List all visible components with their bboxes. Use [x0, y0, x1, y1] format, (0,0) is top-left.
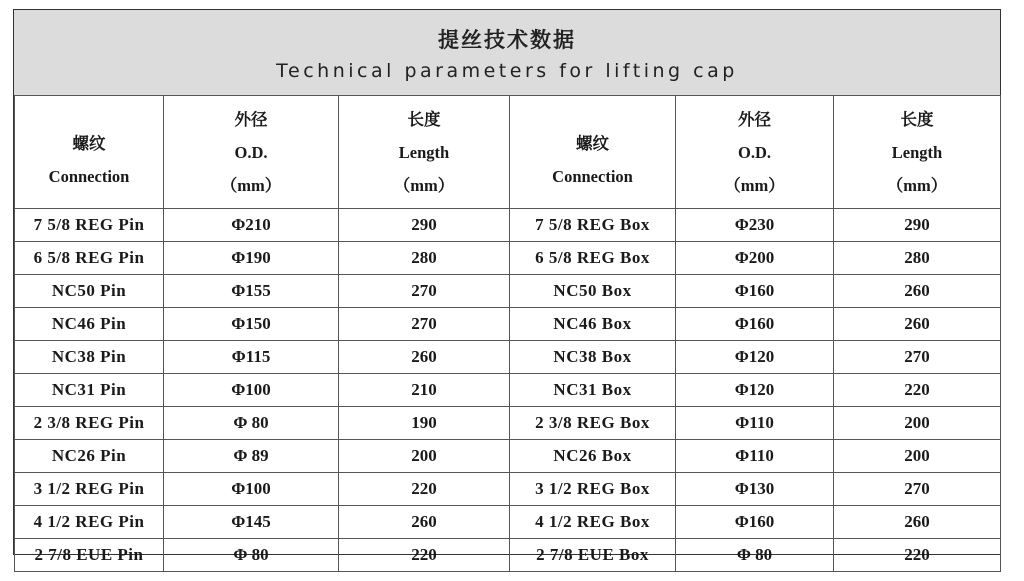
box-length-cell: 260: [834, 506, 1001, 539]
col-header-length-box: [834, 96, 1001, 209]
box-length-cell: 220: [834, 374, 1001, 407]
pin-od-cell: Φ210: [164, 209, 339, 242]
box-od-cell: Φ160: [676, 506, 834, 539]
col-header-connection-box: [510, 96, 676, 209]
pin-connection-cell: NC31 Pin: [15, 374, 164, 407]
pin-od-cell: Φ100: [164, 374, 339, 407]
col-header-length-pin: [339, 96, 510, 209]
box-connection-cell: NC26 Box: [510, 440, 676, 473]
col-connection-en: Connection: [552, 167, 633, 186]
col-header-connection-pin: [15, 96, 164, 209]
pin-od-cell: Φ115: [164, 341, 339, 374]
pin-od-cell: Φ145: [164, 506, 339, 539]
col-length-en: Length: [398, 142, 450, 162]
table-body: [15, 209, 1001, 572]
box-connection-cell: NC50 Box: [510, 275, 676, 308]
col-od-unit: （mm）: [724, 175, 785, 195]
title-chinese: 提丝技术数据: [438, 28, 576, 52]
col-connection-en: Connection: [48, 167, 130, 186]
pin-connection-cell: NC46 Pin: [15, 308, 164, 341]
table-row: [15, 539, 1001, 572]
box-od-cell: Φ120: [676, 374, 834, 407]
box-connection-cell: NC38 Box: [510, 341, 676, 374]
header: [14, 10, 1000, 96]
col-header-od-box: [676, 96, 834, 209]
pin-connection-cell: NC50 Pin: [15, 275, 164, 308]
pin-length-cell: 210: [339, 374, 510, 407]
pin-length-cell: 280: [339, 242, 510, 275]
table-row: [15, 473, 1001, 506]
pin-length-cell: 270: [339, 308, 510, 341]
pin-od-cell: Φ155: [164, 275, 339, 308]
box-od-cell: Φ160: [676, 275, 834, 308]
pin-length-cell: 290: [339, 209, 510, 242]
col-length-unit: （mm）: [393, 175, 455, 195]
box-connection-cell: 2 3/8 REG Box: [510, 407, 676, 440]
table-row: [15, 242, 1001, 275]
table-row: [15, 308, 1001, 341]
col-connection-cn: 螺纹: [72, 134, 106, 153]
pin-connection-cell: 3 1/2 REG Pin: [15, 473, 164, 506]
pin-connection-cell: NC38 Pin: [15, 341, 164, 374]
pin-od-cell: Φ150: [164, 308, 339, 341]
box-length-cell: 280: [834, 242, 1001, 275]
box-od-cell: Φ230: [676, 209, 834, 242]
pin-connection-cell: 4 1/2 REG Pin: [15, 506, 164, 539]
col-length-cn: 长度: [407, 109, 441, 129]
box-od-cell: Φ110: [676, 407, 834, 440]
table-header-row: [15, 96, 1001, 209]
pin-od-cell: Φ100: [164, 473, 339, 506]
box-connection-cell: 2 7/8 EUE Box: [510, 539, 676, 572]
parameters-table: [14, 95, 1001, 572]
box-od-cell: Φ110: [676, 440, 834, 473]
table-row: [15, 407, 1001, 440]
pin-length-cell: 260: [339, 506, 510, 539]
col-od-en: O.D.: [234, 142, 268, 162]
table-row: [15, 209, 1001, 242]
box-length-cell: 260: [834, 275, 1001, 308]
col-od-cn: 外径: [738, 109, 771, 129]
pin-connection-cell: 7 5/8 REG Pin: [15, 209, 164, 242]
table-row: [15, 275, 1001, 308]
box-length-cell: 270: [834, 473, 1001, 506]
pin-od-cell: Φ 80: [164, 539, 339, 572]
pin-length-cell: 200: [339, 440, 510, 473]
col-length-cn: 长度: [900, 109, 934, 129]
box-od-cell: Φ 80: [676, 539, 834, 572]
pin-connection-cell: 2 7/8 EUE Pin: [15, 539, 164, 572]
box-length-cell: 290: [834, 209, 1001, 242]
table-row: [15, 506, 1001, 539]
box-connection-cell: NC46 Box: [510, 308, 676, 341]
title-english: Technical parameters for lifting cap: [276, 60, 738, 82]
pin-length-cell: 220: [339, 539, 510, 572]
box-connection-cell: 7 5/8 REG Box: [510, 209, 676, 242]
box-od-cell: Φ120: [676, 341, 834, 374]
col-length-unit: （mm）: [886, 175, 948, 195]
pin-connection-cell: NC26 Pin: [15, 440, 164, 473]
pin-od-cell: Φ 89: [164, 440, 339, 473]
box-connection-cell: 4 1/2 REG Box: [510, 506, 676, 539]
box-length-cell: 200: [834, 407, 1001, 440]
col-od-cn: 外径: [234, 109, 268, 129]
pin-length-cell: 190: [339, 407, 510, 440]
box-connection-cell: NC31 Box: [510, 374, 676, 407]
box-length-cell: 260: [834, 308, 1001, 341]
col-od-unit: （mm）: [220, 175, 282, 195]
box-od-cell: Φ200: [676, 242, 834, 275]
col-od-en: O.D.: [738, 142, 771, 162]
table-row: [15, 440, 1001, 473]
pin-length-cell: 270: [339, 275, 510, 308]
pin-od-cell: Φ 80: [164, 407, 339, 440]
spec-sheet: [13, 9, 1001, 564]
box-connection-cell: 3 1/2 REG Box: [510, 473, 676, 506]
box-od-cell: Φ130: [676, 473, 834, 506]
box-length-cell: 220: [834, 539, 1001, 572]
pin-length-cell: 260: [339, 341, 510, 374]
table-row: [15, 341, 1001, 374]
box-length-cell: 200: [834, 440, 1001, 473]
box-length-cell: 270: [834, 341, 1001, 374]
pin-length-cell: 220: [339, 473, 510, 506]
col-connection-cn: 螺纹: [576, 134, 609, 153]
pin-od-cell: Φ190: [164, 242, 339, 275]
pin-connection-cell: 6 5/8 REG Pin: [15, 242, 164, 275]
pin-connection-cell: 2 3/8 REG Pin: [15, 407, 164, 440]
col-length-en: Length: [891, 142, 943, 162]
table-row: [15, 374, 1001, 407]
col-header-od-pin: [164, 96, 339, 209]
box-connection-cell: 6 5/8 REG Box: [510, 242, 676, 275]
box-od-cell: Φ160: [676, 308, 834, 341]
